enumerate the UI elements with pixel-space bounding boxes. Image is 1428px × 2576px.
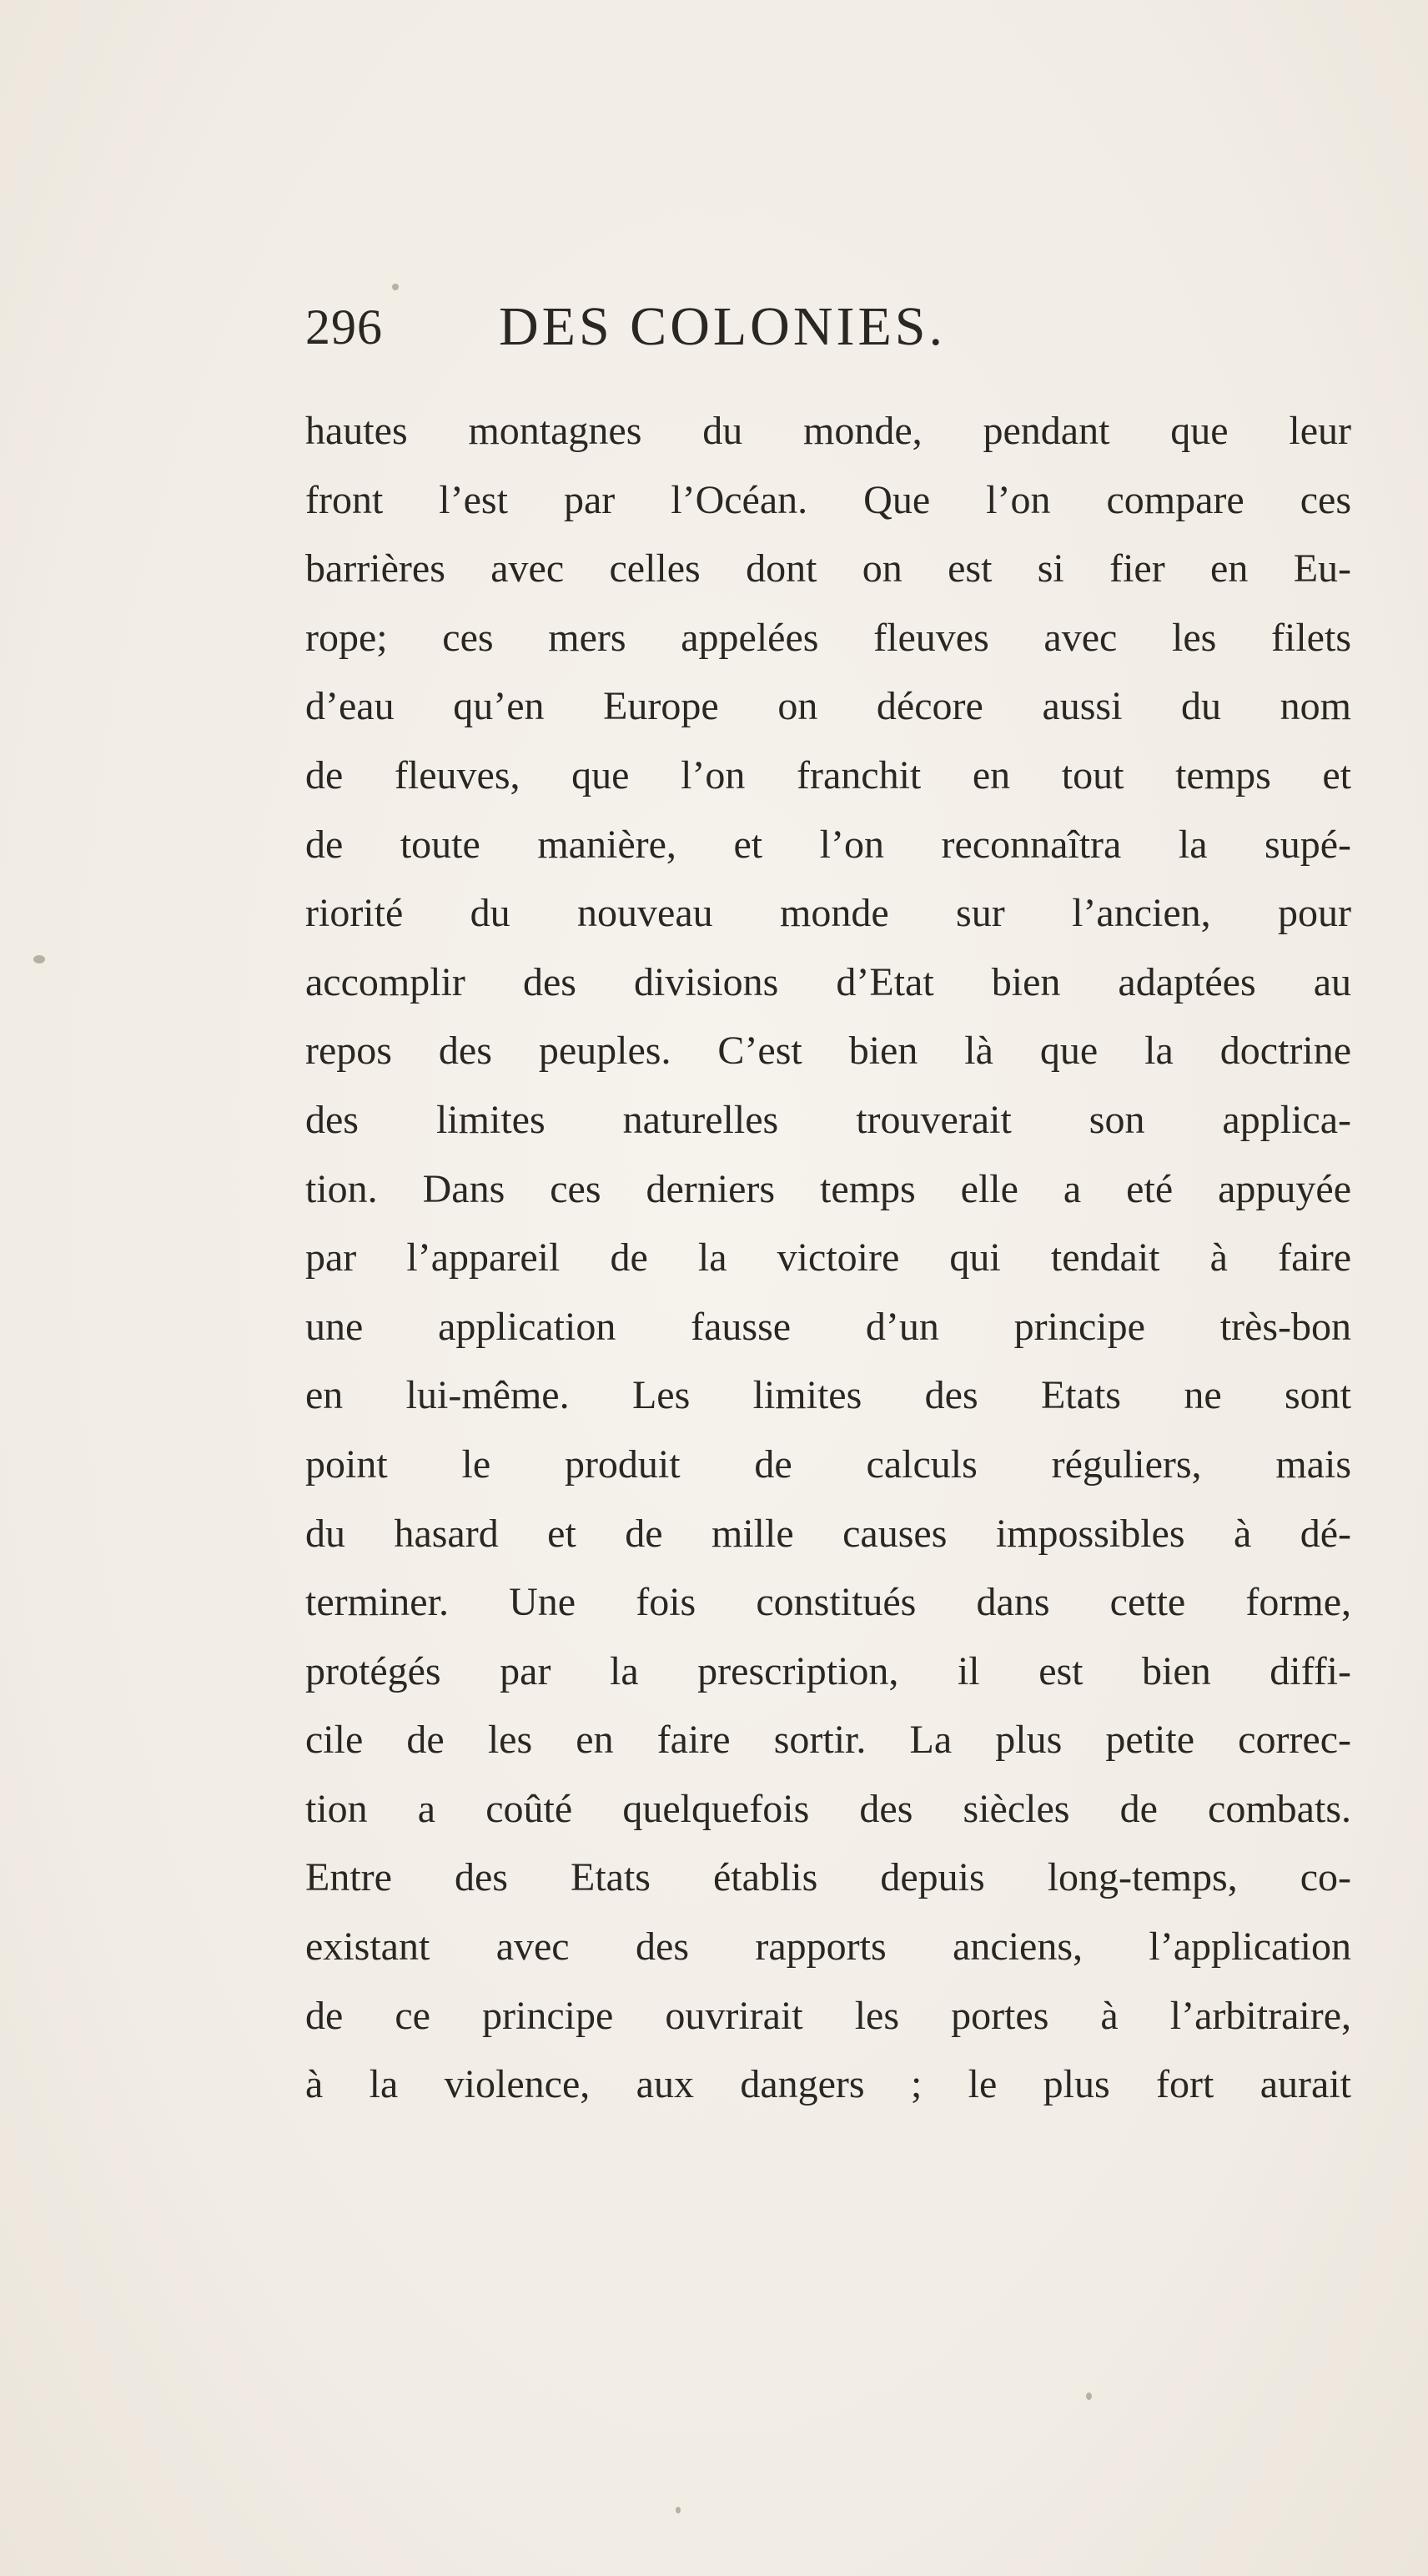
page-header	[305, 294, 1131, 360]
text-line: front l’est par l’Océan. Que l’on compare ces	[305, 477, 1351, 522]
text-line: des limites naturelles trouverait son applica-	[305, 1097, 1351, 1142]
text-line: point le produit de calculs réguliers, mais	[305, 1441, 1351, 1487]
body-text	[305, 397, 1351, 2120]
text-line: de fleuves, que l’on franchit en tout temps et	[305, 752, 1351, 797]
text-line: existant avec des rapports anciens, l’application	[305, 1924, 1351, 1970]
text-line: repos des peuples. C’est bien là que la doctrine	[305, 1029, 1351, 1074]
text-line: barrières avec celles dont on est si fier en Eu-	[305, 546, 1351, 591]
text-line: hautes montagnes du monde, pendant que leur	[305, 409, 1351, 453]
text-line: Entre des Etats établis depuis long-temps, co-	[305, 1855, 1351, 1900]
text-line: une application fausse d’un principe très-bon	[305, 1304, 1351, 1349]
running-title: DES COLONIES.	[499, 296, 947, 357]
text-line: rope; ces mers appelées fleuves avec les filets	[305, 615, 1351, 660]
paper-speck	[392, 284, 399, 290]
page-number: 296	[305, 299, 383, 355]
text-line: de toute manière, et l’on reconnaîtra la supé-	[305, 822, 1351, 867]
text-line: d’eau qu’en Europe on décore aussi du nom	[305, 684, 1351, 729]
text-line: protégés par la prescription, il est bien diffi-	[305, 1648, 1351, 1693]
text-line: par l’appareil de la victoire qui tendait à faire	[305, 1235, 1351, 1280]
paper-speck	[33, 955, 45, 963]
text-line: en lui-même. Les limites des Etats ne sont	[305, 1373, 1351, 1418]
text-line: accomplir des divisions d’Etat bien adaptées au	[305, 959, 1351, 1004]
text-line: à la violence, aux dangers ; le plus fort aurait	[305, 2062, 1351, 2107]
text-line: du hasard et de mille causes impossibles à dé-	[305, 1511, 1351, 1556]
paper-speck	[676, 2507, 681, 2513]
text-line: terminer. Une fois constitués dans cette forme,	[305, 1580, 1351, 1625]
text-line: tion a coûté quelquefois des siècles de combats.	[305, 1786, 1351, 1831]
text-line: de ce principe ouvrirait les portes à l’arbitraire,	[305, 1993, 1351, 2038]
text-line: riorité du nouveau monde sur l’ancien, pour	[305, 891, 1351, 936]
text-line: tion. Dans ces derniers temps elle a eté appuyée	[305, 1166, 1351, 1211]
text-line: cile de les en faire sortir. La plus petite correc-	[305, 1718, 1351, 1763]
paper-speck	[1086, 2392, 1092, 2400]
